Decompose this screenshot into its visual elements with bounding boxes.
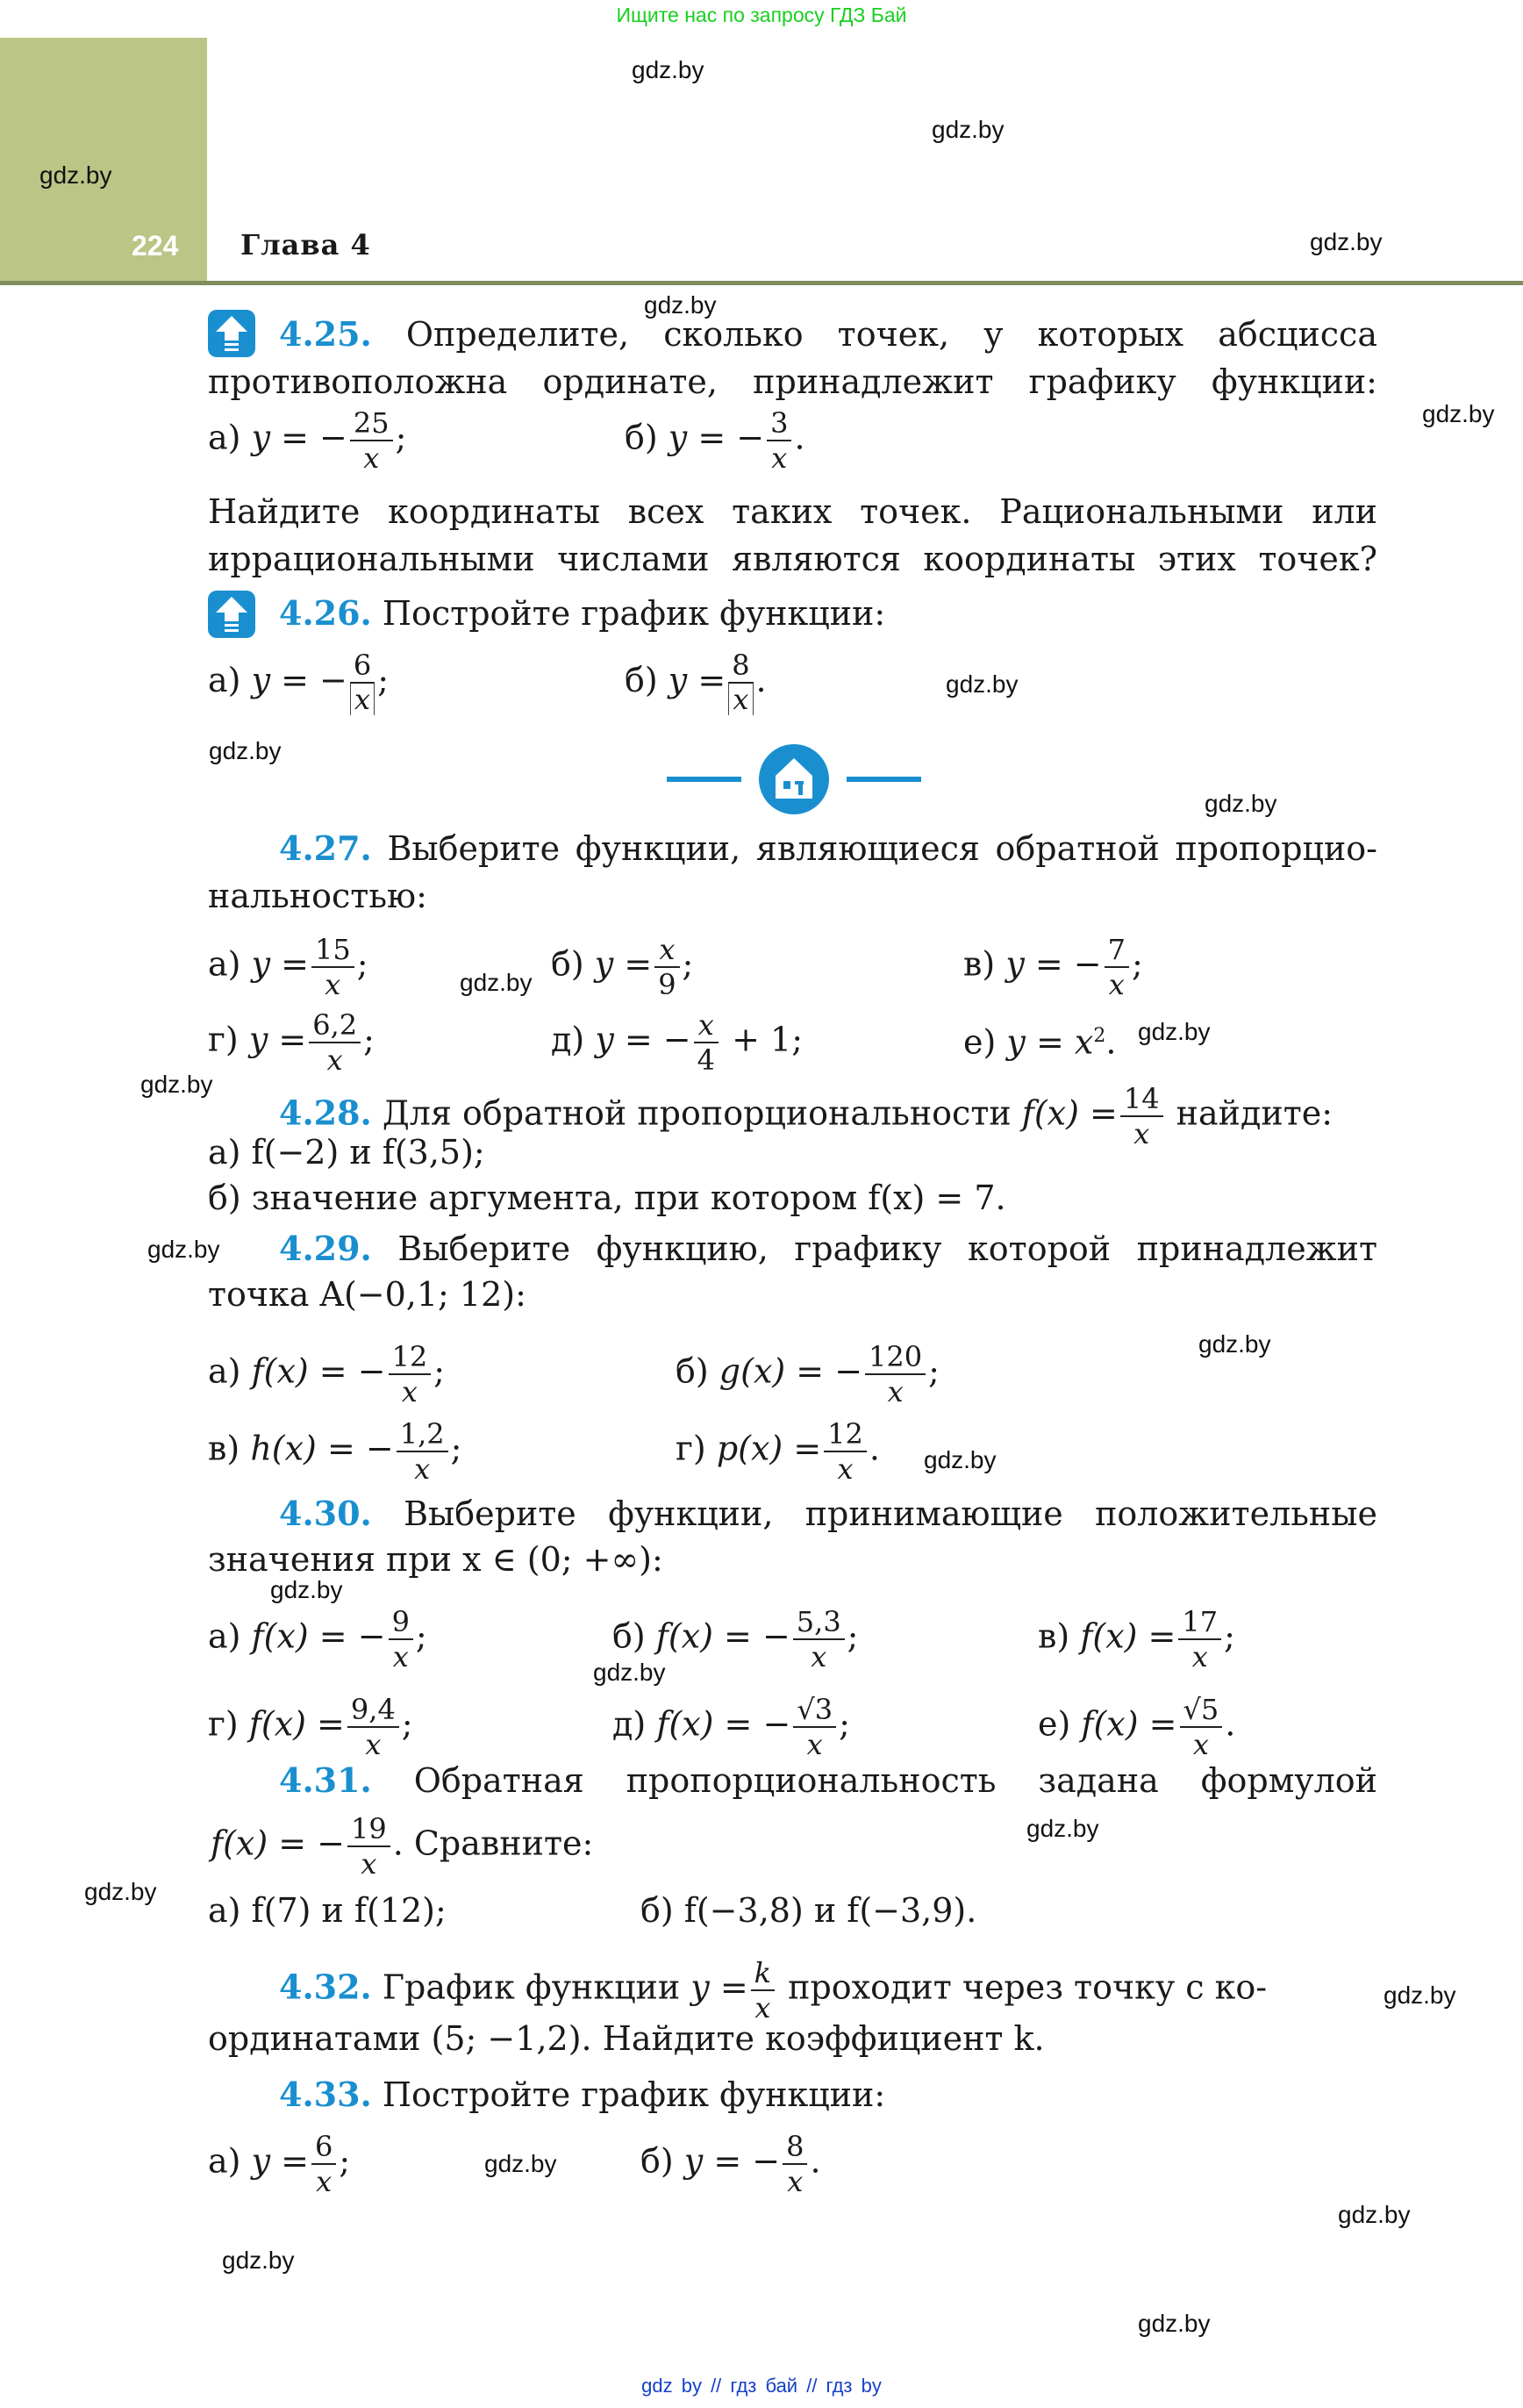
problem-4-30-text-1: 4.30. Выберите функции, принимающие положительные	[279, 1494, 1377, 1533]
watermark: gdz.by	[209, 737, 282, 764]
problem-4-27-text-2: нальностью:	[208, 877, 427, 915]
problem-4-30-option-v: в) f(x) = $\frac{17}{x}$ ;	[1038, 1605, 1235, 1673]
problem-4-26-option-b: б) y = $\frac{8}{x}$ .	[625, 649, 767, 716]
problem-4-25-text-1: 4.25. Определите, сколько точек, у которых абсцисса	[279, 314, 1377, 354]
watermark: gdz.by	[84, 1878, 157, 1905]
watermark: gdz.by	[270, 1576, 343, 1603]
problem-4-30-text-2: значения при x ∈ (0; +∞):	[208, 1540, 663, 1579]
watermark: gdz.by	[460, 969, 533, 996]
problem-4-33-option-b: б) y = − $\frac{8}{x}$ .	[640, 2130, 821, 2198]
watermark: gdz.by	[39, 161, 112, 189]
problem-number: 4.25.	[279, 314, 372, 354]
problem-4-29-text-2: точка A(−0,1; 12):	[208, 1275, 526, 1314]
problem-4-25-text-3: Найдите координаты всех таких точек. Рациональными или	[208, 492, 1377, 531]
problem-4-29-option-b: б) g(x) = − $\frac{120}{x}$ ;	[676, 1340, 940, 1408]
problem-4-25-option-a: а) y = − $\frac{25}{x}$ ;	[208, 406, 407, 475]
watermark: gdz.by	[1138, 2310, 1211, 2337]
watermark: gdz.by	[1205, 790, 1277, 817]
problem-4-32-text-1: 4.32. График функции y = $\frac{k}{x}$ проходит через точку с ко-	[279, 1956, 1268, 2025]
chapter-title: Глава 4	[240, 228, 371, 262]
watermark: gdz.by	[632, 56, 704, 83]
problem-4-29-option-v: в) h(x) = − $\frac{1,2}{x}$ ;	[208, 1417, 462, 1486]
problem-4-30-option-e: е) f(x) = $\frac{√5}{x}$ .	[1038, 1693, 1236, 1761]
up-arrow-icon	[207, 309, 256, 358]
problem-4-28-option-b: б) значение аргумента, при котором f(x) = 7.	[208, 1179, 1006, 1217]
problem-4-33-text: 4.33. Постройте график функции:	[279, 2075, 886, 2114]
problem-4-27-option-v: в) y = − $\frac{7}{x}$ ;	[963, 933, 1143, 1001]
problem-4-25-text-2: противоположна ординате, принадлежит графику функции:	[208, 362, 1377, 401]
watermark: gdz.by	[1384, 1982, 1456, 2009]
watermark: gdz.by	[1138, 1018, 1211, 1045]
problem-4-31-formula: f(x) = − $\frac{19}{x}$ . Сравните:	[211, 1812, 594, 1881]
problem-4-28-option-a: а) f(−2) и f(3,5);	[208, 1133, 485, 1172]
header-rule	[0, 281, 1523, 285]
house-icon	[667, 744, 921, 814]
watermark: gdz.by	[1310, 228, 1383, 255]
problem-4-30-option-a: а) f(x) = − $\frac{9}{x}$ ;	[208, 1605, 427, 1673]
problem-4-31-option-a: а) f(7) и f(12);	[208, 1891, 447, 1930]
problem-4-29-option-g: г) p(x) = $\frac{12}{x}$ .	[676, 1417, 880, 1486]
watermark: gdz.by	[644, 291, 717, 319]
problem-4-29-option-a: а) f(x) = − $\frac{12}{x}$ ;	[208, 1340, 446, 1408]
footer-links[interactable]: gdz by // гдз бай // гдз by	[641, 2375, 882, 2397]
problem-4-28-text: 4.28. Для обратной пропорциональности f(x) = $\frac{14}{x}$ найдите:	[279, 1082, 1334, 1150]
problem-4-26-option-a: а) y = − $\frac{6}{x}$ ;	[208, 649, 390, 716]
problem-4-33-option-a: а) y = $\frac{6}{x}$ ;	[208, 2130, 351, 2198]
watermark: gdz.by	[1338, 2201, 1411, 2228]
problem-4-27-option-a: а) y = $\frac{15}{x}$ ;	[208, 933, 368, 1001]
problem-4-26-text: 4.26. Постройте график функции:	[279, 593, 886, 633]
page-number: 224	[132, 230, 179, 262]
watermark: gdz.by	[593, 1659, 666, 1686]
problem-4-25-option-b: б) y = − $\frac{3}{x}$ .	[625, 406, 805, 475]
problem-4-31-option-b: б) f(−3,8) и f(−3,9).	[640, 1891, 977, 1930]
problem-4-27-option-b: б) y = $\frac{x}{9}$ ;	[551, 933, 694, 1001]
problem-4-32-text-2: ординатами (5; −1,2). Найдите коэффициент k.	[208, 2019, 1045, 2058]
watermark: gdz.by	[1422, 400, 1495, 427]
problem-4-27-option-d: д) y = − $\frac{x}{4}$ + 1;	[551, 1008, 803, 1077]
watermark: gdz.by	[1198, 1330, 1271, 1358]
up-arrow-icon	[207, 590, 256, 639]
top-banner: Ищите нас по запросу ГДЗ Бай	[616, 4, 907, 26]
problem-4-25-text-4: иррациональными числами являются координаты этих точек?	[208, 540, 1377, 578]
problem-4-27-option-e: е) $y = x^2$.	[963, 1022, 1117, 1062]
problem-4-31-text-1: 4.31. Обратная пропорциональность задана формулой	[279, 1760, 1377, 1800]
problem-4-27-text-1: 4.27. Выберите функции, являющиеся обратной пропорцио-	[279, 828, 1377, 868]
problem-4-30-option-b: б) f(x) = − $\frac{5,3}{x}$ ;	[612, 1605, 859, 1673]
problem-4-30-option-d: д) f(x) = − $\frac{√3}{x}$ ;	[612, 1693, 850, 1761]
watermark: gdz.by	[932, 116, 1005, 143]
watermark: gdz.by	[222, 2247, 295, 2274]
watermark: gdz.by	[946, 670, 1019, 698]
watermark: gdz.by	[140, 1071, 213, 1098]
watermark: gdz.by	[924, 1446, 997, 1473]
watermark: gdz.by	[484, 2150, 557, 2177]
problem-4-29-text-1: 4.29. Выберите функцию, графику которой принадлежит	[279, 1229, 1377, 1268]
problem-4-30-option-g: г) f(x) = $\frac{9,4}{x}$ ;	[208, 1693, 413, 1761]
watermark: gdz.by	[147, 1236, 220, 1263]
problem-4-27-option-g: г) y = $\frac{6,2}{x}$ ;	[208, 1008, 375, 1077]
watermark: gdz.by	[1026, 1815, 1099, 1842]
